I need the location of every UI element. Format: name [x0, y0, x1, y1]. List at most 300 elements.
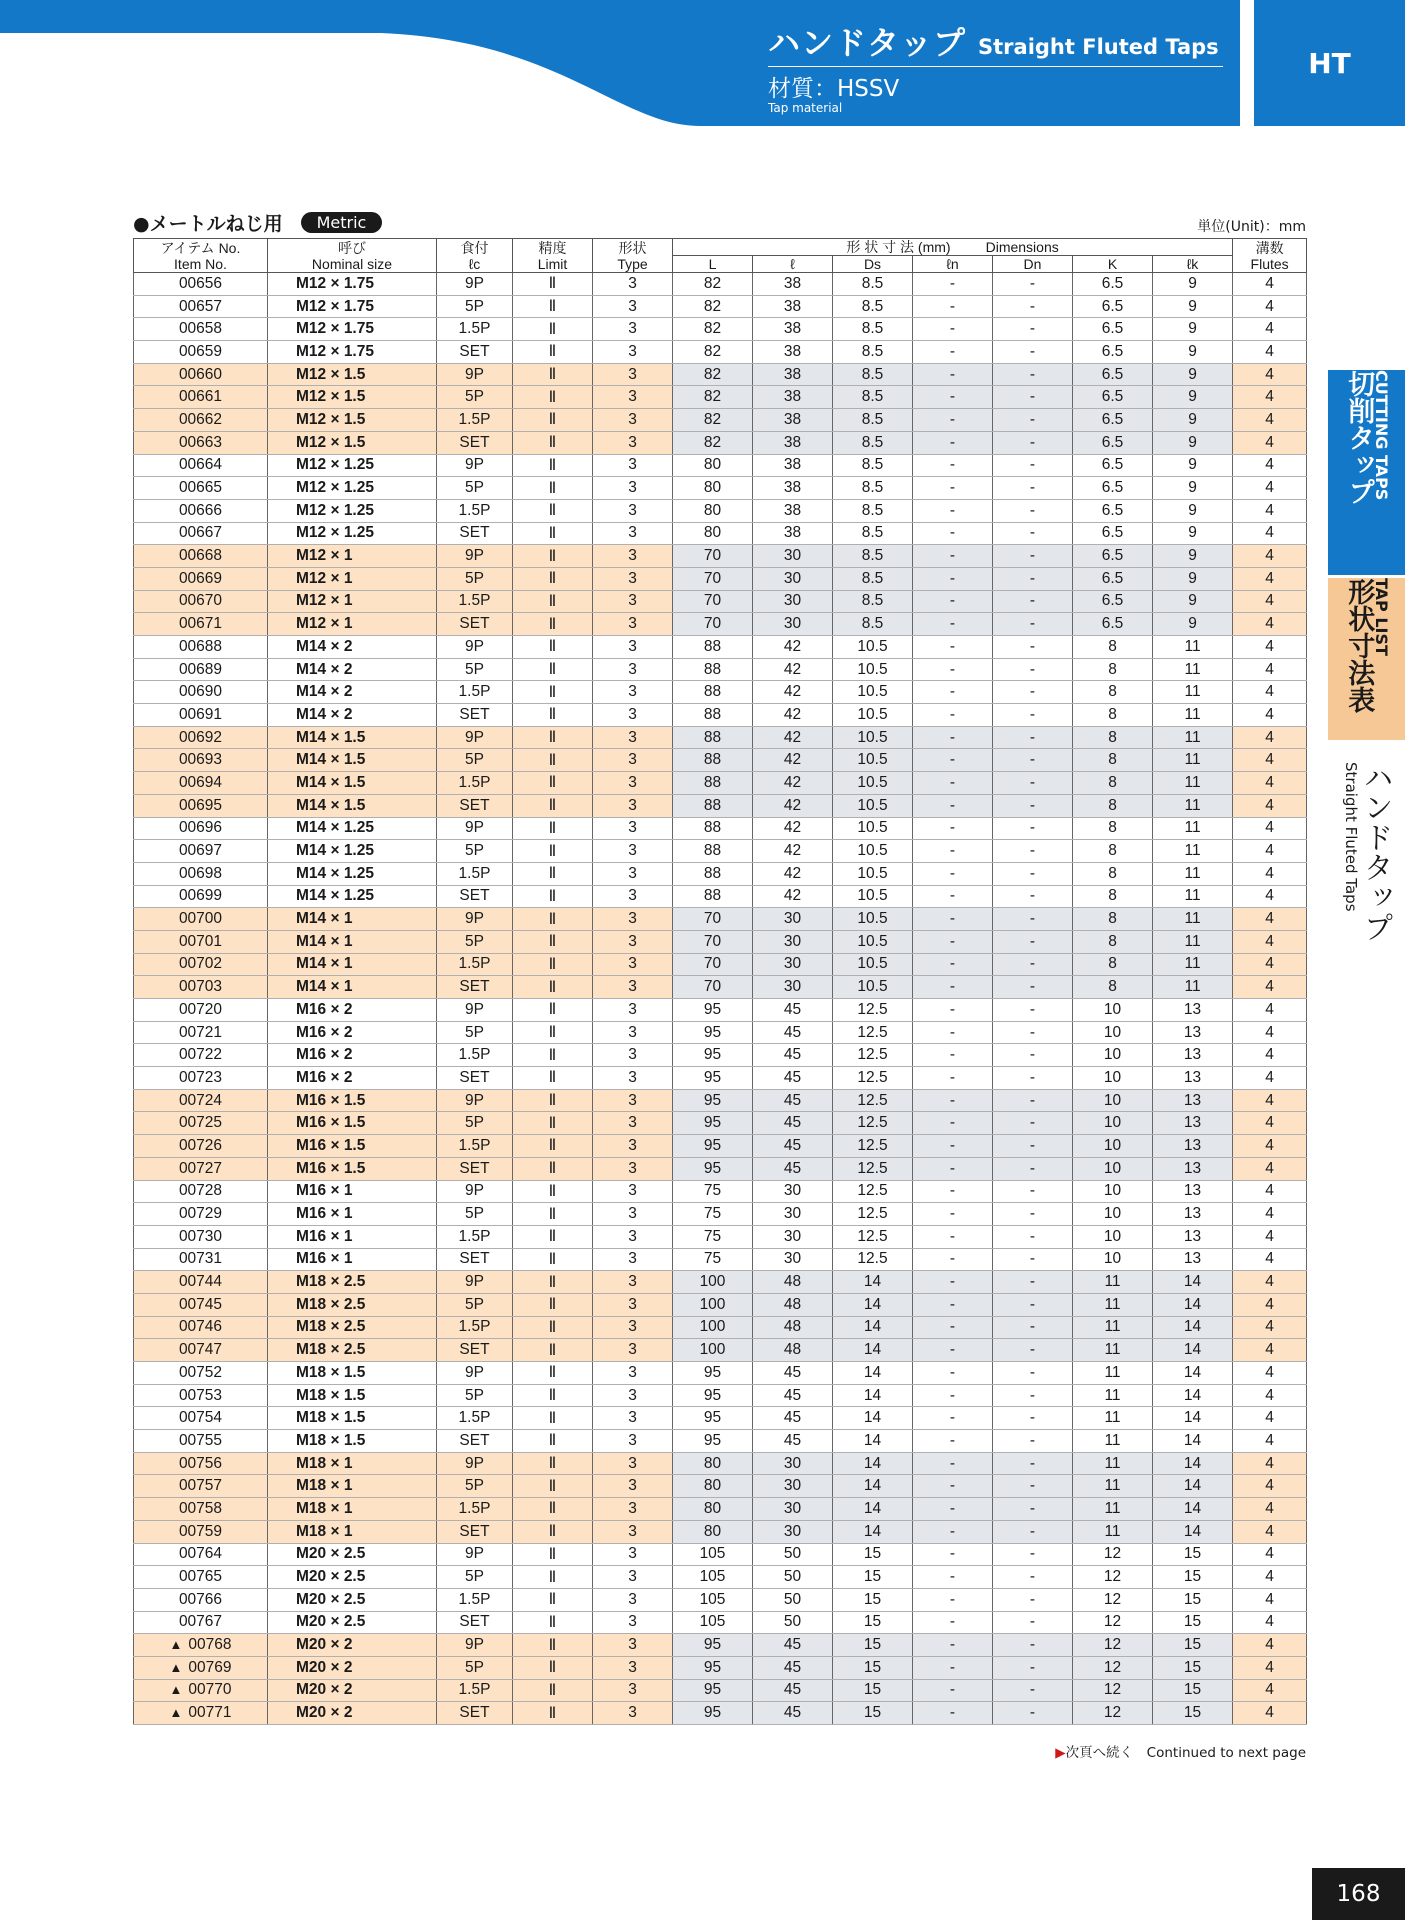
cell-dim-lk: 14	[1153, 1475, 1233, 1498]
cell-item-no	[134, 1089, 268, 1112]
cell-dim-lk: 14	[1153, 1384, 1233, 1407]
cell-nominal-size: M12 × 1.5	[268, 409, 437, 432]
cell-dim-ds: 10.5	[833, 772, 913, 795]
cell-dim-l: 95	[673, 1135, 753, 1158]
cell-chamfer: 5P	[437, 658, 513, 681]
cell-dim-ds: 12.5	[833, 1067, 913, 1090]
cell-limit: Ⅱ	[513, 1089, 593, 1112]
unit-label: 単位(Unit)：mm	[1197, 219, 1306, 235]
item-no-text: 00688	[178, 637, 223, 655]
cell-limit: Ⅱ	[513, 1475, 593, 1498]
cell-dim-l-thread: 50	[753, 1543, 833, 1566]
item-no-text: 00721	[178, 1023, 223, 1041]
cell-dim-dn: -	[993, 273, 1073, 296]
cell-limit: Ⅱ	[513, 1248, 593, 1271]
cell-dim-ln: -	[913, 273, 993, 296]
col-chamfer-jp: 食付	[460, 239, 489, 256]
cell-dim-ds: 15	[833, 1566, 913, 1589]
cell-dim-dn: -	[993, 1157, 1073, 1180]
cell-dim-l-thread: 38	[753, 318, 833, 341]
cell-dim-ln: -	[913, 681, 993, 704]
cell-type: 3	[593, 1135, 673, 1158]
table-row	[134, 1339, 1307, 1362]
table-row	[134, 930, 1307, 953]
cell-limit: Ⅱ	[513, 1588, 593, 1611]
table-row	[134, 1679, 1307, 1702]
cell-dim-dn: -	[993, 1339, 1073, 1362]
cell-dim-l-thread: 42	[753, 636, 833, 659]
cell-type: 3	[593, 885, 673, 908]
table-row	[134, 499, 1307, 522]
cell-limit: Ⅱ	[513, 840, 593, 863]
cell-dim-lk: 9	[1153, 477, 1233, 500]
cell-dim-ds: 8.5	[833, 273, 913, 296]
cell-dim-dn: -	[993, 1135, 1073, 1158]
cell-dim-k: 8	[1073, 817, 1153, 840]
cell-type: 3	[593, 545, 673, 568]
cell-dim-lk: 9	[1153, 431, 1233, 454]
cell-dim-ds: 10.5	[833, 794, 913, 817]
item-no-text: 00659	[178, 342, 223, 360]
cell-dim-ln: -	[913, 318, 993, 341]
cell-dim-lk: 9	[1153, 273, 1233, 296]
cell-dim-l-thread: 30	[753, 953, 833, 976]
cell-dim-l-thread: 50	[753, 1611, 833, 1634]
cell-dim-k: 8	[1073, 862, 1153, 885]
cell-dim-dn: -	[993, 1543, 1073, 1566]
cell-type: 3	[593, 1430, 673, 1453]
cell-dim-dn: -	[993, 1702, 1073, 1725]
cell-item-no	[134, 1588, 268, 1611]
cell-dim-l: 95	[673, 1384, 753, 1407]
cell-dim-l: 95	[673, 1089, 753, 1112]
cell-dim-k: 6.5	[1073, 363, 1153, 386]
cell-chamfer: SET	[437, 1248, 513, 1271]
cell-chamfer: SET	[437, 1157, 513, 1180]
cell-dim-l: 88	[673, 704, 753, 727]
cell-dim-l-thread: 48	[753, 1271, 833, 1294]
cell-type: 3	[593, 431, 673, 454]
cell-limit: Ⅱ	[513, 1316, 593, 1339]
cell-flutes: 4	[1233, 1067, 1307, 1090]
table-row	[134, 885, 1307, 908]
cell-type: 3	[593, 658, 673, 681]
cell-dim-ds: 14	[833, 1520, 913, 1543]
cell-item-no	[134, 1021, 268, 1044]
cell-dim-l-thread: 38	[753, 363, 833, 386]
cell-nominal-size: M18 × 1.5	[268, 1384, 437, 1407]
item-no-text: 00729	[178, 1205, 223, 1223]
cell-dim-dn: -	[993, 817, 1073, 840]
cell-dim-dn: -	[993, 477, 1073, 500]
cell-dim-lk: 11	[1153, 976, 1233, 999]
cell-dim-lk: 11	[1153, 930, 1233, 953]
cell-nominal-size: M14 × 2	[268, 681, 437, 704]
cell-nominal-size: M14 × 2	[268, 658, 437, 681]
cell-dim-dn: -	[993, 1021, 1073, 1044]
cell-limit: Ⅱ	[513, 454, 593, 477]
cell-dim-k: 11	[1073, 1362, 1153, 1385]
cell-chamfer: 5P	[437, 749, 513, 772]
item-no-text: 00730	[178, 1227, 223, 1245]
item-no-text: 00723	[178, 1068, 223, 1086]
cell-dim-k: 6.5	[1073, 567, 1153, 590]
cell-dim-k: 8	[1073, 726, 1153, 749]
cell-dim-k: 10	[1073, 1203, 1153, 1226]
cell-chamfer: 5P	[437, 477, 513, 500]
cell-dim-lk: 15	[1153, 1634, 1233, 1657]
cell-dim-ln: -	[913, 749, 993, 772]
cell-chamfer: 5P	[437, 1656, 513, 1679]
cell-item-no	[134, 1316, 268, 1339]
cell-dim-l: 82	[673, 409, 753, 432]
table-row	[134, 1634, 1307, 1657]
cell-dim-dn: -	[993, 431, 1073, 454]
cell-dim-k: 11	[1073, 1407, 1153, 1430]
side-tab-tap-list[interactable]	[1328, 578, 1405, 740]
cell-dim-dn: -	[993, 930, 1073, 953]
cell-item-no	[134, 1044, 268, 1067]
cell-dim-l-thread: 50	[753, 1588, 833, 1611]
cell-dim-l-thread: 30	[753, 1180, 833, 1203]
cell-chamfer: 5P	[437, 1566, 513, 1589]
item-no-text: 00754	[178, 1409, 223, 1427]
cell-flutes: 4	[1233, 1498, 1307, 1521]
cell-type: 3	[593, 1384, 673, 1407]
cell-dim-l-thread: 45	[753, 1362, 833, 1385]
cell-dim-k: 8	[1073, 953, 1153, 976]
cell-dim-ds: 10.5	[833, 930, 913, 953]
cell-limit: Ⅱ	[513, 1407, 593, 1430]
cell-flutes: 4	[1233, 681, 1307, 704]
table-row	[134, 545, 1307, 568]
item-no-text: 00691	[178, 705, 223, 723]
cell-flutes: 4	[1233, 953, 1307, 976]
cell-dim-l: 88	[673, 636, 753, 659]
new-item-marker-icon: ▲	[169, 1659, 183, 1675]
item-no-text: 00701	[178, 932, 223, 950]
cell-nominal-size: M16 × 1.5	[268, 1089, 437, 1112]
col-limit-jp: 精度	[538, 239, 567, 256]
cell-dim-l: 88	[673, 817, 753, 840]
cell-dim-k: 10	[1073, 1112, 1153, 1135]
cell-limit: Ⅱ	[513, 386, 593, 409]
cell-item-no	[134, 1135, 268, 1158]
cell-dim-ln: -	[913, 1566, 993, 1589]
side-tab-current-en: Straight Fluted Taps	[1342, 762, 1361, 912]
cell-dim-k: 8	[1073, 885, 1153, 908]
cell-dim-ln: -	[913, 1362, 993, 1385]
item-no-text: 00665	[178, 479, 223, 497]
cell-flutes: 4	[1233, 363, 1307, 386]
cell-item-no	[134, 1430, 268, 1453]
cell-dim-ds: 14	[833, 1293, 913, 1316]
table-row	[134, 318, 1307, 341]
cell-dim-k: 11	[1073, 1475, 1153, 1498]
cell-dim-l: 80	[673, 522, 753, 545]
cell-dim-ds: 10.5	[833, 840, 913, 863]
table-row	[134, 840, 1307, 863]
cell-item-no	[134, 1067, 268, 1090]
cell-type: 3	[593, 976, 673, 999]
cell-limit: Ⅱ	[513, 1293, 593, 1316]
cell-nominal-size: M14 × 1.25	[268, 840, 437, 863]
cell-dim-l: 95	[673, 1044, 753, 1067]
cell-dim-l-thread: 45	[753, 999, 833, 1022]
cell-dim-l: 80	[673, 1498, 753, 1521]
item-no-text: 00722	[178, 1046, 223, 1064]
cell-dim-dn: -	[993, 704, 1073, 727]
cell-nominal-size: M20 × 2	[268, 1702, 437, 1725]
cell-dim-l-thread: 30	[753, 1498, 833, 1521]
cell-type: 3	[593, 1067, 673, 1090]
cell-dim-lk: 11	[1153, 704, 1233, 727]
item-no-text: 00756	[178, 1454, 223, 1472]
cell-limit: Ⅱ	[513, 636, 593, 659]
cell-limit: Ⅱ	[513, 1362, 593, 1385]
item-no-text: 00724	[178, 1091, 223, 1109]
cell-nominal-size: M16 × 2	[268, 1021, 437, 1044]
cell-dim-dn: -	[993, 885, 1073, 908]
cell-type: 3	[593, 567, 673, 590]
col-dimensions	[673, 239, 1233, 256]
cell-dim-ln: -	[913, 930, 993, 953]
cell-dim-k: 8	[1073, 840, 1153, 863]
cell-chamfer: SET	[437, 794, 513, 817]
item-no-text: 00690	[178, 683, 223, 701]
cell-limit: Ⅱ	[513, 681, 593, 704]
new-item-marker-icon: ▲	[169, 1705, 183, 1721]
cell-type: 3	[593, 1679, 673, 1702]
cell-dim-dn: -	[993, 794, 1073, 817]
col-dim-dn: Dn	[993, 256, 1073, 273]
cell-limit: Ⅱ	[513, 1225, 593, 1248]
cell-dim-ln: -	[913, 341, 993, 364]
cell-nominal-size: M18 × 2.5	[268, 1339, 437, 1362]
item-no-text: 00720	[178, 1000, 223, 1018]
cell-dim-ds: 10.5	[833, 862, 913, 885]
cell-item-no	[134, 1566, 268, 1589]
cell-dim-l: 80	[673, 454, 753, 477]
cell-flutes: 4	[1233, 386, 1307, 409]
cell-nominal-size: M18 × 1	[268, 1452, 437, 1475]
table-row	[134, 1089, 1307, 1112]
cell-dim-l-thread: 38	[753, 499, 833, 522]
cell-limit: Ⅱ	[513, 704, 593, 727]
cell-nominal-size: M12 × 1.25	[268, 477, 437, 500]
cell-type: 3	[593, 1702, 673, 1725]
cell-flutes: 4	[1233, 454, 1307, 477]
cell-item-no	[134, 318, 268, 341]
cell-limit: Ⅱ	[513, 862, 593, 885]
table-row	[134, 1203, 1307, 1226]
col-type	[593, 239, 673, 273]
side-tab-cutting-taps[interactable]	[1328, 370, 1405, 575]
cell-dim-ds: 15	[833, 1611, 913, 1634]
cell-dim-l: 95	[673, 999, 753, 1022]
cell-dim-lk: 9	[1153, 522, 1233, 545]
page-title-jp: ハンドタップ	[768, 24, 967, 62]
cell-dim-ln: -	[913, 522, 993, 545]
cell-dim-ds: 12.5	[833, 1180, 913, 1203]
cell-dim-ds: 10.5	[833, 749, 913, 772]
cell-chamfer: 1.5P	[437, 1135, 513, 1158]
cell-limit: Ⅱ	[513, 295, 593, 318]
cell-dim-dn: -	[993, 318, 1073, 341]
cell-type: 3	[593, 273, 673, 296]
cell-dim-ln: -	[913, 1475, 993, 1498]
item-no-text: 00693	[178, 751, 223, 769]
cell-nominal-size: M14 × 1.25	[268, 817, 437, 840]
cell-chamfer: 5P	[437, 840, 513, 863]
cell-limit: Ⅱ	[513, 567, 593, 590]
cell-nominal-size: M18 × 1	[268, 1520, 437, 1543]
cell-flutes: 4	[1233, 1271, 1307, 1294]
table-row	[134, 1044, 1307, 1067]
cell-dim-l-thread: 30	[753, 1203, 833, 1226]
cell-dim-ln: -	[913, 499, 993, 522]
cell-limit: Ⅱ	[513, 1498, 593, 1521]
cell-dim-l-thread: 30	[753, 545, 833, 568]
cell-dim-ds: 14	[833, 1384, 913, 1407]
cell-dim-ln: -	[913, 613, 993, 636]
cell-dim-lk: 11	[1153, 749, 1233, 772]
cell-item-no	[134, 930, 268, 953]
cell-item-no	[134, 794, 268, 817]
cell-dim-lk: 14	[1153, 1430, 1233, 1453]
cell-chamfer: 1.5P	[437, 409, 513, 432]
col-flutes	[1233, 239, 1307, 273]
cell-dim-ln: -	[913, 953, 993, 976]
cell-dim-lk: 14	[1153, 1452, 1233, 1475]
cell-dim-k: 11	[1073, 1271, 1153, 1294]
table-body	[134, 273, 1307, 1725]
cell-limit: Ⅱ	[513, 976, 593, 999]
cell-dim-k: 12	[1073, 1611, 1153, 1634]
cell-chamfer: SET	[437, 1702, 513, 1725]
cell-dim-dn: -	[993, 1089, 1073, 1112]
cell-item-no	[134, 1520, 268, 1543]
cell-item-no	[134, 1498, 268, 1521]
cell-dim-l: 95	[673, 1430, 753, 1453]
cell-dim-ds: 8.5	[833, 567, 913, 590]
cell-dim-l: 105	[673, 1611, 753, 1634]
table-row	[134, 1498, 1307, 1521]
cell-dim-dn: -	[993, 386, 1073, 409]
cell-limit: Ⅱ	[513, 1452, 593, 1475]
cell-flutes: 4	[1233, 999, 1307, 1022]
table-row	[134, 1293, 1307, 1316]
cell-type: 3	[593, 1180, 673, 1203]
cell-nominal-size: M14 × 1.25	[268, 862, 437, 885]
cell-dim-dn: -	[993, 1407, 1073, 1430]
cell-item-no	[134, 636, 268, 659]
cell-flutes: 4	[1233, 1112, 1307, 1135]
cell-flutes: 4	[1233, 318, 1307, 341]
cell-dim-k: 6.5	[1073, 341, 1153, 364]
cell-item-no	[134, 817, 268, 840]
item-no-text: 00752	[178, 1363, 223, 1381]
title-line	[768, 18, 1223, 67]
table-row	[134, 681, 1307, 704]
cell-dim-ln: -	[913, 704, 993, 727]
cell-dim-ln: -	[913, 590, 993, 613]
cell-dim-dn: -	[993, 658, 1073, 681]
cell-flutes: 4	[1233, 273, 1307, 296]
cell-dim-k: 12	[1073, 1588, 1153, 1611]
cell-type: 3	[593, 386, 673, 409]
cell-dim-lk: 9	[1153, 613, 1233, 636]
cell-limit: Ⅱ	[513, 930, 593, 953]
cell-dim-lk: 9	[1153, 341, 1233, 364]
cell-dim-ln: -	[913, 794, 993, 817]
cell-dim-l-thread: 45	[753, 1634, 833, 1657]
cell-dim-ln: -	[913, 1656, 993, 1679]
cell-flutes: 4	[1233, 1180, 1307, 1203]
cell-flutes: 4	[1233, 1407, 1307, 1430]
cell-dim-ln: -	[913, 1225, 993, 1248]
item-no-text: 00703	[178, 978, 223, 996]
cell-dim-ds: 8.5	[833, 386, 913, 409]
cell-dim-l: 88	[673, 885, 753, 908]
cell-limit: Ⅱ	[513, 1611, 593, 1634]
cell-flutes: 4	[1233, 1339, 1307, 1362]
cell-nominal-size: M12 × 1.5	[268, 431, 437, 454]
cell-dim-ln: -	[913, 567, 993, 590]
cell-dim-ln: -	[913, 1112, 993, 1135]
cell-dim-l: 70	[673, 567, 753, 590]
cell-dim-lk: 9	[1153, 590, 1233, 613]
cell-flutes: 4	[1233, 431, 1307, 454]
cell-chamfer: SET	[437, 522, 513, 545]
cell-dim-l-thread: 42	[753, 726, 833, 749]
cell-dim-ds: 15	[833, 1702, 913, 1725]
cell-limit: Ⅱ	[513, 999, 593, 1022]
cell-limit: Ⅱ	[513, 499, 593, 522]
table-row	[134, 477, 1307, 500]
table-header	[134, 239, 1307, 273]
cell-dim-l: 82	[673, 363, 753, 386]
table-row	[134, 772, 1307, 795]
cell-item-no	[134, 545, 268, 568]
cell-dim-dn: -	[993, 295, 1073, 318]
cell-nominal-size: M14 × 1	[268, 976, 437, 999]
cell-dim-k: 8	[1073, 772, 1153, 795]
cell-dim-lk: 14	[1153, 1339, 1233, 1362]
cell-dim-l: 70	[673, 930, 753, 953]
cell-dim-l: 105	[673, 1588, 753, 1611]
cell-dim-ds: 12.5	[833, 999, 913, 1022]
cell-chamfer: 5P	[437, 295, 513, 318]
cell-limit: Ⅱ	[513, 1135, 593, 1158]
cell-dim-ds: 12.5	[833, 1135, 913, 1158]
cell-dim-ln: -	[913, 386, 993, 409]
item-no-text: 00697	[178, 842, 223, 860]
cell-dim-dn: -	[993, 772, 1073, 795]
cell-dim-dn: -	[993, 749, 1073, 772]
cell-dim-ds: 12.5	[833, 1044, 913, 1067]
table-row	[134, 1588, 1307, 1611]
cell-dim-k: 6.5	[1073, 273, 1153, 296]
cell-dim-l: 88	[673, 862, 753, 885]
cell-limit: Ⅱ	[513, 1520, 593, 1543]
cell-nominal-size: M20 × 2	[268, 1679, 437, 1702]
col-limit-en: Limit	[537, 255, 568, 272]
cell-nominal-size: M16 × 2	[268, 999, 437, 1022]
cell-flutes: 4	[1233, 1135, 1307, 1158]
cell-limit: Ⅱ	[513, 1157, 593, 1180]
table-row	[134, 726, 1307, 749]
